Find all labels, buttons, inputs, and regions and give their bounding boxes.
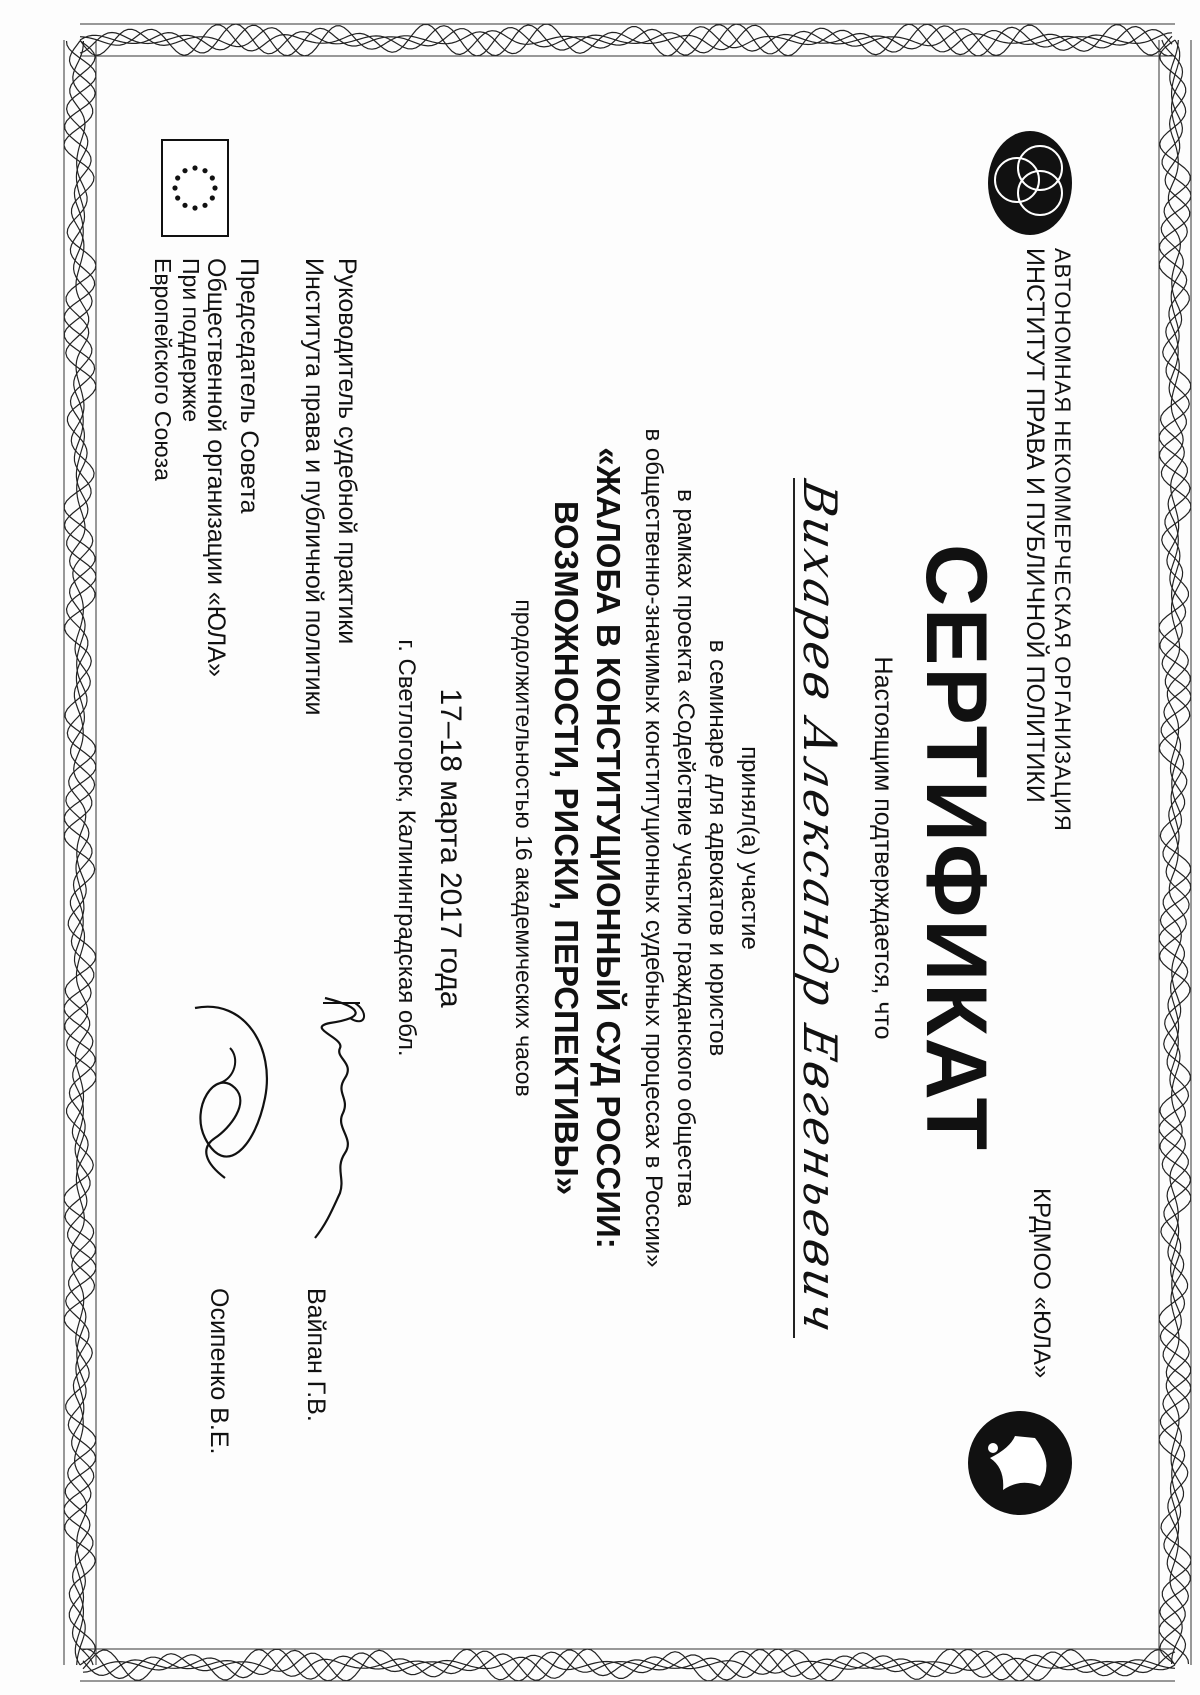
event-place: г. Светлогорск, Калининградская обл. [393,639,420,1057]
eu-flag-icon [160,138,230,238]
project-text-line-1: в рамках проекта «Содействие участию гражданского общества [672,489,699,1207]
seminar-topic-line-1: «ЖАЛОБА В КОНСТИТУЦИОННЫЙ СУД РОССИИ: [590,447,627,1249]
confirmation-text: Настоящим подтверждается, что [869,656,897,1040]
eu-support-line-1: При поддержке [178,258,204,423]
signatory-1-role [297,258,363,716]
eu-support-text [149,258,205,481]
certificate-title: СЕРТИФИКАТ [908,543,1004,1153]
seminar-text: в семинаре для адвокатов и юристов [704,639,731,1057]
org-type-label: АВТОНОМНАЯ НЕКОММЕРЧЕСКАЯ ОРГАНИЗАЦИЯ [1050,248,1075,832]
signatory-2-role-line-2: Общественной организации «ЮЛА» [202,258,230,677]
participation-text: принял(а) участие [736,746,763,950]
signature-icon [295,988,385,1248]
signatory-1-name: Вайпан Г.В. [302,1288,330,1422]
signature-icon [175,988,285,1218]
signatory-2-role [199,258,265,677]
signatory-1-role-line-1: Руководитель судебной практики [333,258,361,645]
certificate-content [125,108,1075,1588]
name-underline [793,478,795,1338]
signatory-2-role-line-1: Председатель Совета [235,258,263,514]
org-name-label: ИНСТИТУТ ПРАВА И ПУБЛИЧНОЙ ПОЛИТИКИ [1021,248,1049,803]
project-text-line-2: в общественно-значимых конституционных судебных процессах в России» [640,428,667,1268]
eu-support-line-2: Европейского Союза [150,258,176,481]
recipient-name: Вихарев Александр Евгеньевич [793,475,847,1341]
signatory-1-role-line-2: Института права и публичной политики [300,258,328,716]
event-dates: 17–18 марта 2017 года [434,688,467,1008]
partner-org-label: КРДМОО «ЮЛА» [1028,1188,1055,1379]
seminar-topic-line-2: ВОЗМОЖНОСТИ, РИСКИ, ПЕРСПЕКТИВЫ» [548,500,585,1196]
duration-text: продолжительностью 16 академических часов [511,599,537,1097]
signatory-2-name: Осипенко В.Е. [205,1288,233,1455]
